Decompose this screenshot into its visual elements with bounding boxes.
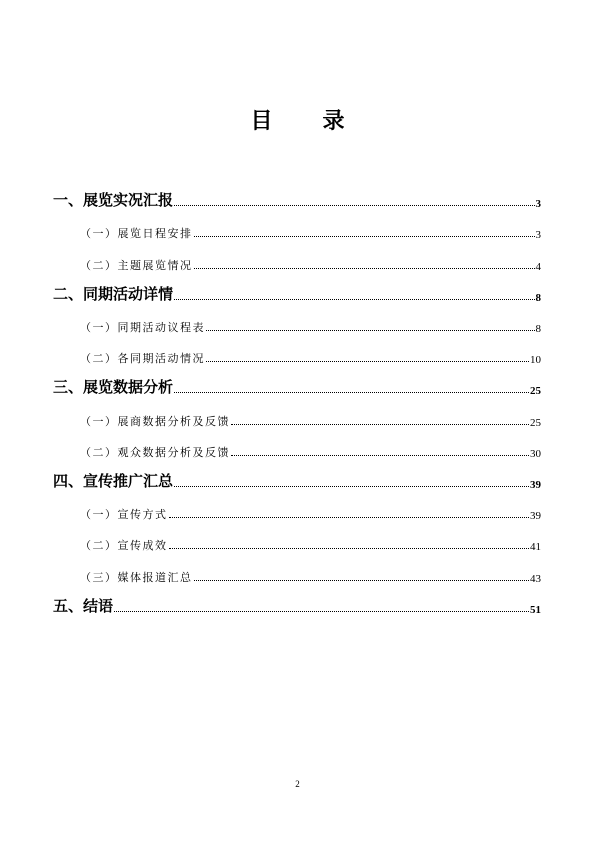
toc-entry-section-3-1[interactable] <box>0 409 595 429</box>
dot-leader <box>194 268 535 269</box>
toc-entry-page: 39 <box>530 510 541 522</box>
toc-entry-label: 三、展览数据分析 <box>53 378 174 396</box>
toc-entry-page: 39 <box>530 479 541 491</box>
toc-entry-page: 10 <box>530 354 541 366</box>
toc-entry-section-5[interactable] <box>0 596 595 616</box>
toc-entry-section-4-3[interactable] <box>0 565 595 585</box>
toc-entry-page: 3 <box>535 198 541 210</box>
toc-entry-page: 3 <box>535 229 541 241</box>
dot-leader <box>174 486 529 487</box>
toc-entry-section-1-2[interactable] <box>0 253 595 273</box>
toc-entry-section-4-2[interactable] <box>0 533 595 553</box>
dot-leader <box>231 424 529 425</box>
page-number: 2 <box>295 779 300 789</box>
toc-entry-label: （二）观众数据分析及反馈 <box>80 446 230 459</box>
toc-entry-label: 五、结语 <box>53 597 114 615</box>
dot-leader <box>174 205 534 206</box>
toc-entry-page: 51 <box>530 604 541 616</box>
toc-entry-label: （二）宣传成效 <box>80 539 168 552</box>
toc-entry-page: 8 <box>535 292 541 304</box>
dot-leader <box>231 455 529 456</box>
dot-leader <box>169 517 530 518</box>
toc-entry-label: （三）媒体报道汇总 <box>80 571 193 584</box>
toc-entry-section-3[interactable] <box>0 377 595 397</box>
toc-entry-section-4[interactable] <box>0 471 595 491</box>
dot-leader <box>174 392 529 393</box>
dot-leader <box>206 330 535 331</box>
toc-entry-page: 25 <box>530 417 541 429</box>
toc-entry-label: （一）宣传方式 <box>80 508 168 521</box>
toc-title: 目 录 <box>250 109 359 134</box>
toc-entry-section-3-2[interactable] <box>0 440 595 460</box>
dot-leader <box>194 236 535 237</box>
dot-leader <box>169 548 530 549</box>
toc-entry-label: （二）主题展览情况 <box>80 259 193 272</box>
toc-entry-label: （一）展览日程安排 <box>80 227 193 240</box>
toc-entry-page: 43 <box>530 573 541 585</box>
dot-leader <box>174 299 534 300</box>
toc-entry-label: （一）同期活动议程表 <box>80 321 205 334</box>
dot-leader <box>194 580 530 581</box>
toc-entry-page: 4 <box>535 261 541 273</box>
dot-leader <box>114 611 529 612</box>
toc-entry-section-1-1[interactable] <box>0 221 595 241</box>
toc-entry-section-2-2[interactable] <box>0 346 595 366</box>
toc-entry-page: 41 <box>530 541 541 553</box>
toc-entry-label: 四、宣传推广汇总 <box>53 472 174 490</box>
toc-entry-section-2-1[interactable] <box>0 315 595 335</box>
toc-entry-section-4-1[interactable] <box>0 502 595 522</box>
toc-entry-section-2[interactable] <box>0 284 595 304</box>
toc-entry-section-1[interactable] <box>0 190 595 210</box>
toc-entry-label: 一、展览实况汇报 <box>53 191 174 209</box>
toc-entry-page: 8 <box>535 323 541 335</box>
dot-leader <box>206 361 529 362</box>
toc-entry-page: 25 <box>530 385 541 397</box>
toc-entry-label: （一）展商数据分析及反馈 <box>80 415 230 428</box>
toc-entry-label: 二、同期活动详情 <box>53 285 174 303</box>
toc-entry-label: （二）各同期活动情况 <box>80 352 205 365</box>
toc-entry-page: 30 <box>530 448 541 460</box>
